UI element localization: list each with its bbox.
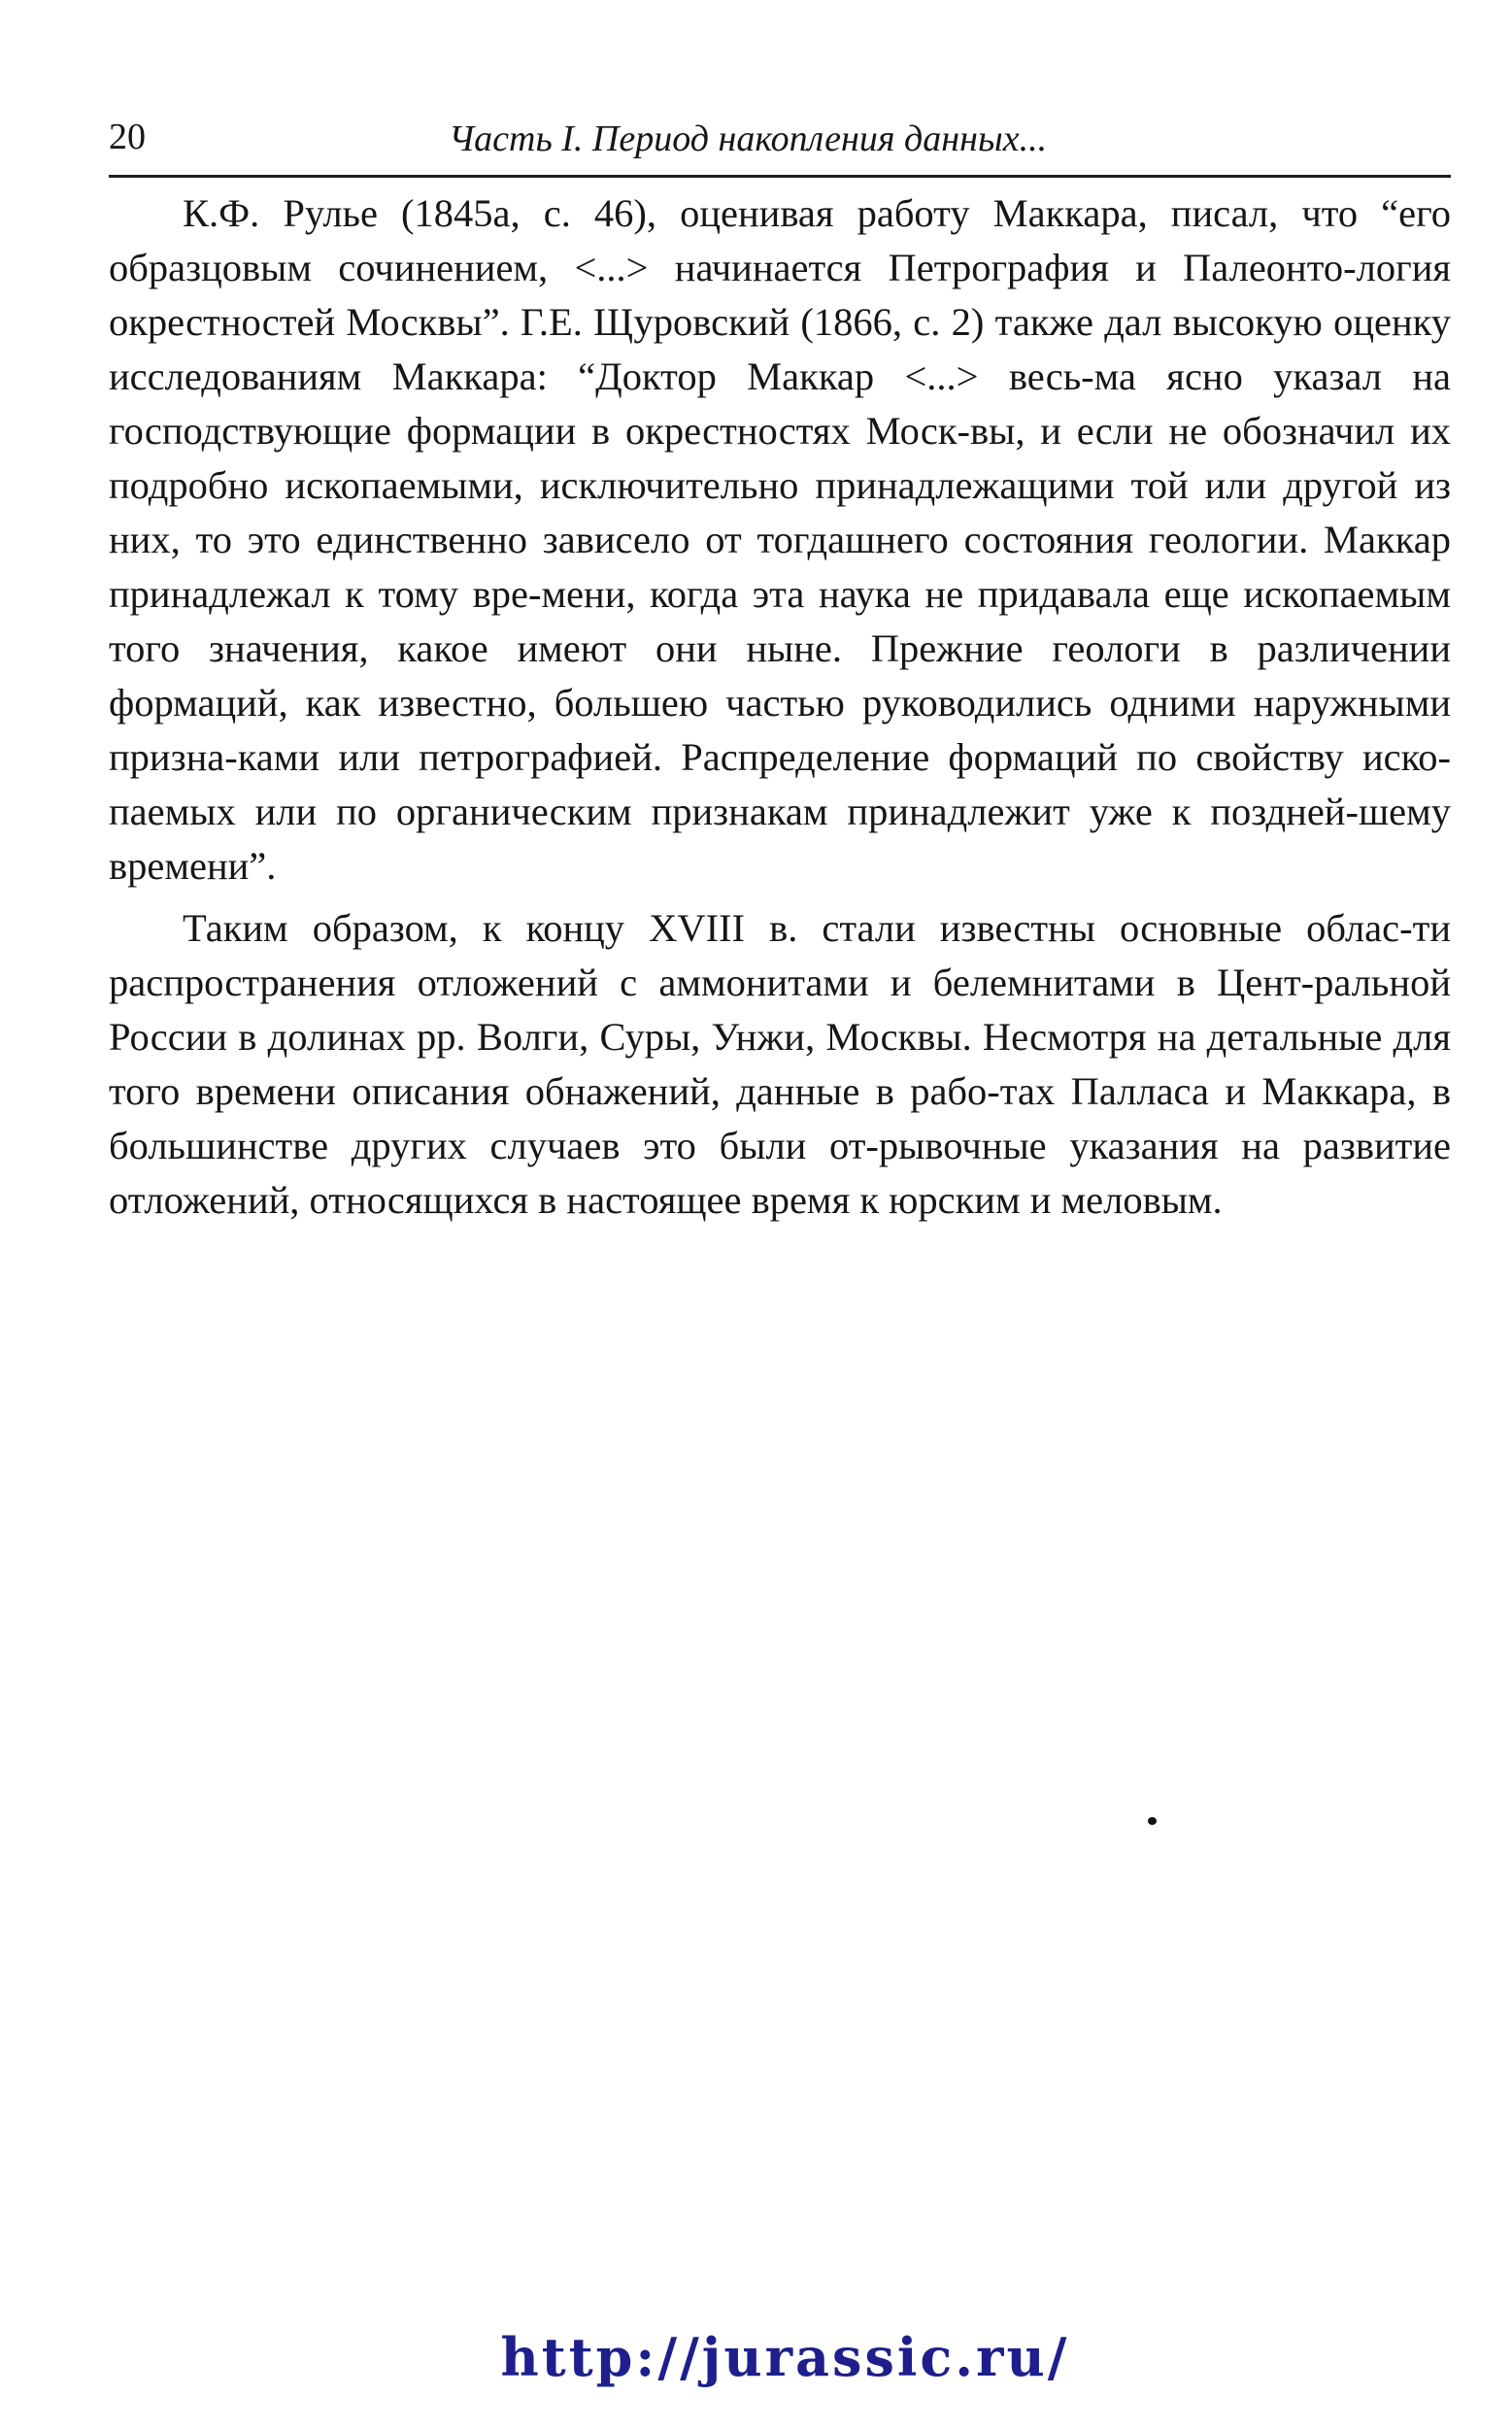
body-text: [109, 186, 1451, 1228]
print-speck: [1148, 1817, 1157, 1825]
running-title: Часть I. Период накопления данных...: [449, 118, 1048, 159]
paragraph-2: Таким образом, к концу XVIII в. стали известны основные облас-ти распространения отложений с аммонитами и белемнитами в Цент-ральной России в долинах рр. Волги, Суры, Унжи, Москвы. Несмотря на детальные для того времени описания обнажений, данные в рабо-тах Палласа и Маккара, в большинстве других случаев это были от-рывочные указания на развитие отложений, относящихся в настоящее время к юрским и меловым.: [109, 906, 1451, 1222]
paragraph-1: К.Ф. Рулье (1845а, с. 46), оценивая работу Маккара, писал, что “его образцовым сочинением, <...> начинается Петрография и Палеонто-логия окрестностей Москвы”. Г.Е. Щуровский (1866, с. 2) также дал высокую оценку исследованиям Маккара: “Доктор Маккар <...> весь-ма ясно указал на господствующие формации в окрестностях Моск-вы, и если не обозначил их подробно ископаемыми, исключительно принадлежащими той или другой из них, то это единственно зависело от тогдашнего состояния геологии. Маккар принадлежал к тому вре-мени, когда эта наука не придавала еще ископаемым того значения, какое имеют они ныне. Прежние геологи в различении формаций, как известно, большею частью руководились одними наружными призна-ками или петрографией. Распределение формаций по свойству иско-паемых или по органическим признакам принадлежит уже к поздней-шему времени”.: [109, 191, 1451, 888]
running-header: [109, 115, 1451, 178]
page-number: 20: [109, 117, 146, 157]
footer-url: http://jurassic.ru/: [500, 2326, 1070, 2388]
